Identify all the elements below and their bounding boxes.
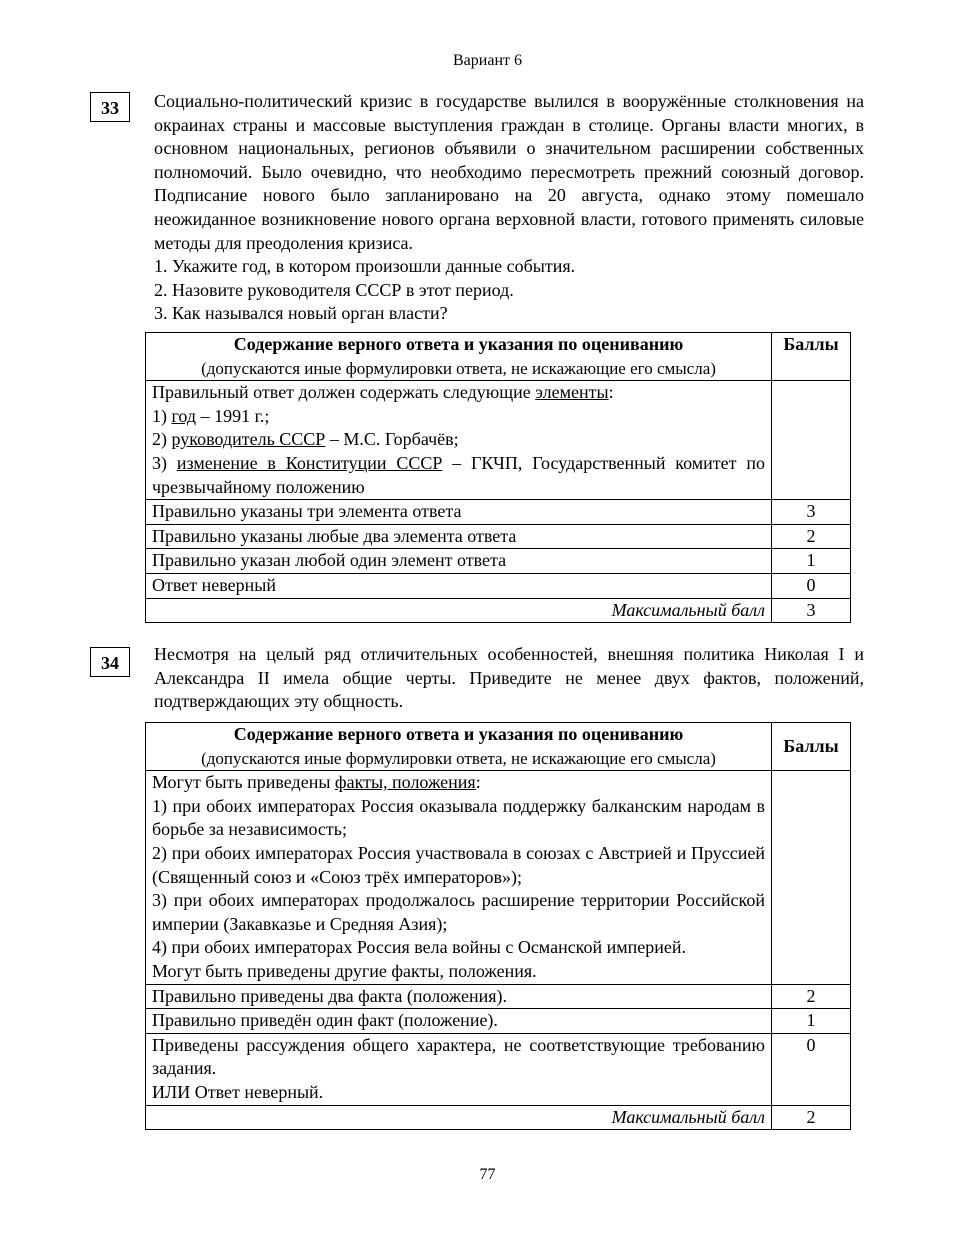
- table-row: [146, 1009, 851, 1034]
- header-main: Содержание верного ответа и указания по оцениванию: [233, 334, 684, 354]
- answer-score-empty: [772, 771, 851, 984]
- header-sub: (допускаются иные формулировки ответа, не искажающие его смысла): [201, 748, 716, 768]
- question-33-task-2: 2. Назовите руководителя СССР в этот период.: [154, 279, 514, 300]
- question-33-text: [154, 90, 864, 326]
- table-row: [146, 500, 851, 525]
- max-score-row: [146, 1105, 851, 1130]
- criterion-score: 0: [772, 1033, 851, 1105]
- criterion-line-1: Приведены рассуждения общего характера, не соответствующие требованию задания.: [152, 1034, 765, 1079]
- answer-item-3: 3) при обоих императорах продолжалось расширение территории Российской империи (Закавказье и Средняя Азия);: [152, 890, 765, 934]
- answer-row: [146, 771, 851, 984]
- question-34-body: Несмотря на целый ряд отличительных особенностей, внешняя политика Николая I и Александра II имела общие черты. Приведите не менее двух фактов, положений, подтверждающих эту общность.: [154, 644, 864, 712]
- criterion-text: Правильно указан любой один элемент ответа: [146, 549, 772, 574]
- criterion-text: Ответ неверный: [146, 573, 772, 598]
- criterion-text: Правильно приведён один факт (положение).: [146, 1009, 772, 1034]
- grading-table-34: [145, 722, 851, 1130]
- page-number: 77: [479, 1166, 496, 1183]
- max-score-label: Максимальный балл: [146, 598, 772, 623]
- table-row: [146, 1033, 851, 1105]
- answer-item-1: 1) при обоих императорах Россия оказывала поддержку балканским народам в борьбе за независимость;: [152, 795, 765, 840]
- answer-item-4: 4) при обоих императорах Россия вела войны с Османской империей.: [152, 937, 687, 958]
- criterion-line-2: ИЛИ Ответ неверный.: [152, 1081, 324, 1102]
- table-row: [146, 984, 851, 1009]
- table-header-content: [146, 723, 772, 771]
- criterion-score: 2: [772, 984, 851, 1009]
- answer-item-2: 2) при обоих императорах Россия участвовала в союзах с Австрией и Пруссией (Священный союз и «Союз трёх императоров»);: [152, 842, 765, 887]
- answer-item-1: 1) год – 1991 г.;: [152, 405, 270, 426]
- table-row: [146, 573, 851, 598]
- criterion-text: [146, 1033, 772, 1105]
- answer-row: [146, 381, 851, 500]
- answer-intro: Правильный ответ должен содержать следующие элементы:: [152, 382, 614, 403]
- criterion-text: Правильно приведены два факта (положения).: [146, 984, 772, 1009]
- criterion-score: 3: [772, 500, 851, 525]
- header-score: Баллы: [772, 723, 851, 771]
- question-33-task-1: 1. Укажите год, в котором произошли данные события.: [154, 256, 576, 277]
- criterion-score: 0: [772, 573, 851, 598]
- header-main: Содержание верного ответа и указания по оцениванию: [233, 724, 684, 744]
- max-score-value: 3: [772, 598, 851, 623]
- header-sub: (допускаются иные формулировки ответа, не искажающие его смысла): [201, 358, 716, 378]
- criterion-text: Правильно указаны любые два элемента ответа: [146, 524, 772, 549]
- header-score: Баллы: [772, 333, 851, 381]
- answer-item-3: 3) изменение в Конституции СССР – ГКЧП, Государственный комитет по чрезвычайному положению: [152, 452, 765, 497]
- question-number-33: 33: [90, 92, 130, 122]
- page-header: Вариант 6: [453, 52, 522, 69]
- answer-score-empty: [772, 381, 851, 500]
- answer-content: [146, 381, 772, 500]
- answer-intro: Могут быть приведены факты, положения:: [152, 772, 481, 793]
- answer-content: [146, 771, 772, 984]
- question-34-text: [154, 643, 864, 714]
- criterion-score: 2: [772, 524, 851, 549]
- question-number-34: 34: [90, 647, 130, 677]
- question-33-body: Социально-политический кризис в государстве вылился в вооружённые столкновения на окраинах страны и массовые выступления граждан в столице. Органы власти многих, в основном национальных, регионов объявили о значительном расширении собственных полномочий. Было очевидно, что необходимо пересмотреть прежний союзный договор. Подписание нового было запланировано на 20 августа, однако этому помешало неожиданное возникновение нового органа верховной власти, готового применять силовые методы для преодоления кризиса.: [154, 91, 864, 253]
- table-header-content: [146, 333, 772, 381]
- criterion-score: 1: [772, 549, 851, 574]
- criterion-score: 1: [772, 1009, 851, 1034]
- max-score-value: 2: [772, 1105, 851, 1130]
- max-score-row: [146, 598, 851, 623]
- criterion-text: Правильно указаны три элемента ответа: [146, 500, 772, 525]
- question-33-task-3: 3. Как назывался новый орган власти?: [154, 303, 448, 324]
- table-row: [146, 524, 851, 549]
- grading-table-33: [145, 332, 851, 623]
- max-score-label: Максимальный балл: [146, 1105, 772, 1130]
- table-row: [146, 549, 851, 574]
- answer-item-2: 2) руководитель СССР – М.С. Горбачёв;: [152, 429, 459, 450]
- table-header-row: [146, 333, 851, 381]
- table-header-row: [146, 723, 851, 771]
- answer-outro: Могут быть приведены другие факты, положения.: [152, 960, 537, 981]
